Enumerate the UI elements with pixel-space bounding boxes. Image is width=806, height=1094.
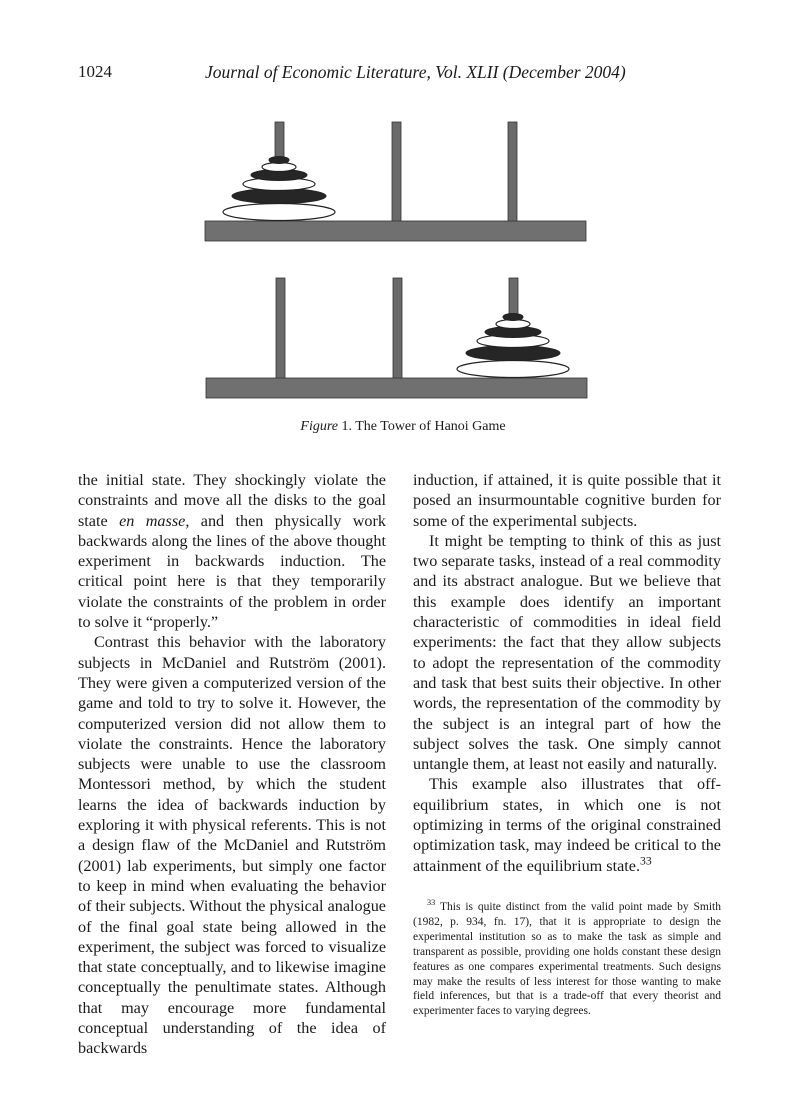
left-p1-italic: en masse — [119, 511, 186, 530]
left-paragraph-1 — [78, 470, 386, 632]
tower-of-hanoi-figure — [0, 0, 806, 460]
right-paragraph-3 — [413, 774, 721, 875]
base-top — [205, 221, 586, 241]
page-number: 1024 — [78, 62, 112, 81]
left-p1-rest: , and then physically work backwards along the lines of the above thought experiment in backwards induction. The critical point here is that they temporarily violate the constraints of the problem in order to solve it “properly.” — [78, 511, 386, 632]
disk-1-bottom — [503, 314, 523, 321]
footnote-paragraph — [413, 900, 721, 1019]
disk-1-top — [269, 157, 289, 164]
left-paragraph-2: Contrast this behavior with the laboratory subjects in McDaniel and Rutström (2001). They were given a computerized version of the game and told to try to solve it. However, the computerized version did not allow them to violate the constraints. Hence the laboratory subjects were unable to use the classroom Montessori method, by which the student learns the idea of backwards induction by exploring it with physical referents. This is not a design flaw of the McDaniel and Rutström (2001) lab experiments, but simply one factor to keep in mind when evaluating the behavior of their subjects. Without the physical analogue of the final goal state being allowed in the experiment, the subject was forced to visualize that state conceptually, and to likewise imagine conceptually the penultimate states. Although that may encourage more fundamental conceptual understanding of the idea of backwards — [78, 633, 386, 1058]
initial-state-board — [205, 122, 586, 241]
running-head: Journal of Economic Literature, Vol. XLII (December 2004) — [205, 62, 626, 82]
right-p3-text: This example also illustrates that off-equilibrium states, in which one is not optimizing in terms of the original constrained optimization task, may indeed be critical to the attainment of the equilibrium state. — [413, 775, 721, 875]
right-column — [413, 470, 721, 876]
figure-caption-label: Figure — [300, 419, 338, 434]
left-column — [78, 470, 386, 1059]
right-paragraph-2: It might be tempting to think of this as just two separate tasks, instead of a real commodity and its abstract analogue. But we believe that this example does identify an important characteristic of commodities in ideal field experiments: the fact that they allow subjects to adopt the representation of the commodity and task that best suits their objective. In other words, the representation of the commodity by the subject is an integral part of how the subject solves the task. One simply cannot untangle them, at least not easily and naturally. — [413, 531, 721, 774]
peg-2-top — [392, 122, 401, 222]
footnote-text: This is quite distinct from the valid point made by Smith (1982, p. 934, fn. 17), that it is appropriate to design the experimental institution so as to make the task as simple and transparent as possible, providing one holds constant these design features as one compares experimental treatments. Such designs may make the results of less interest for those wanting to make field inferences, but that is a trade-off that every theorist and experimenter faces to varying degrees. — [413, 901, 721, 1018]
disk-6-top — [223, 204, 335, 221]
peg-2-bottom — [393, 278, 402, 379]
goal-state-board — [206, 278, 587, 398]
left-p1-text: the initial state. They shockingly violate the constraints and move all the disks to the goal state — [78, 471, 386, 530]
peg-3-top — [508, 122, 517, 222]
disk-6-bottom — [457, 361, 569, 378]
right-paragraph-1: induction, if attained, it is quite possible that it posed an insurmountable cognitive burden for some of the experimental subjects. — [413, 471, 721, 530]
peg-1-bottom — [276, 278, 285, 379]
footnote — [413, 900, 721, 1019]
base-bottom — [206, 378, 587, 398]
figure-caption — [0, 419, 806, 435]
figure-caption-text: 1. The Tower of Hanoi Game — [337, 419, 506, 434]
footnote-number: 33 — [427, 898, 436, 908]
footnote-reference[interactable]: 33 — [640, 854, 652, 868]
